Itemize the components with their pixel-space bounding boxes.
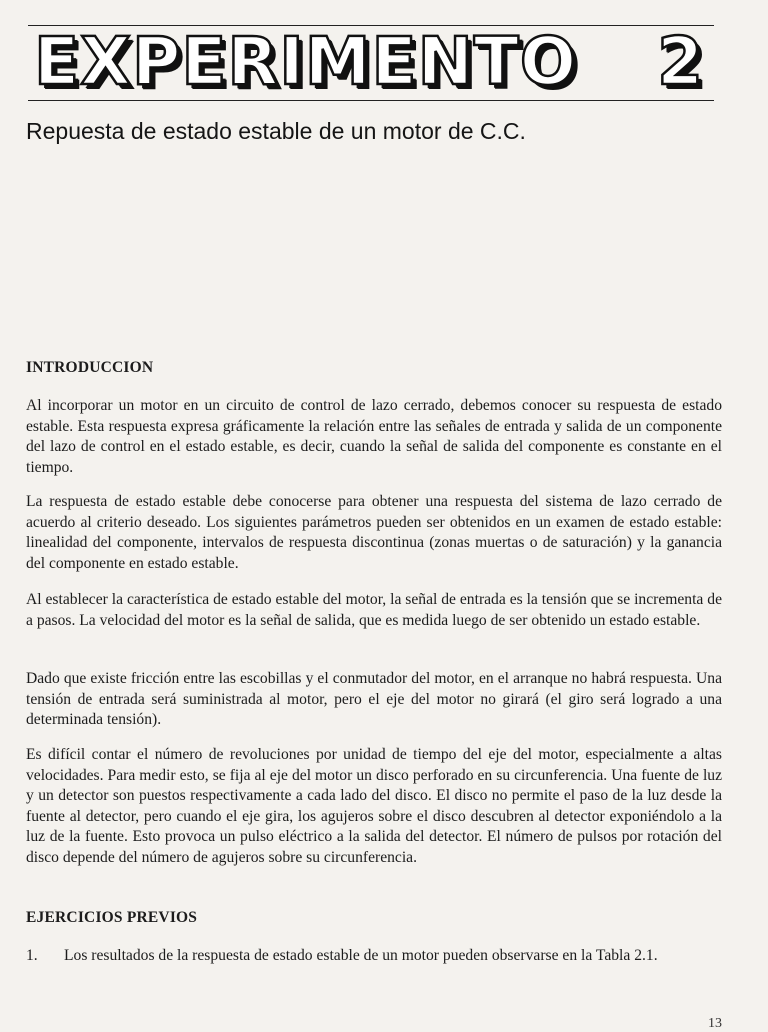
experiment-banner bbox=[34, 22, 704, 102]
experiment-title: EXPERIMENTO bbox=[34, 23, 577, 100]
page-number: 13 bbox=[708, 1016, 722, 1031]
intro-heading: INTRODUCCION bbox=[26, 359, 154, 376]
list-item-text: Los resultados de la respuesta de estado estable de un motor pueden observarse en la Tabla 2.1. bbox=[64, 947, 658, 964]
exercises-heading: EJERCICIOS PREVIOS bbox=[26, 909, 198, 926]
experiment-subtitle: Repuesta de estado estable de un motor de C.C. bbox=[26, 118, 526, 144]
intro-paragraph: La respuesta de estado estable debe conocerse para obtener una respuesta del sistema de lazo cerrado de acuerdo al criterio deseado. Los siguientes parámetros pueden ser obtenidos en un examen de estado estable: linealidad del componente, intervalos de respuesta discontinua (zonas muertas o de saturación) y la ganancia del componente en estado estable. bbox=[26, 493, 722, 572]
intro-paragraph: Es difícil contar el número de revoluciones por unidad de tiempo del eje del motor, especialmente a altas velocidades. Para medir esto, se fija al eje del motor un disco perforado en su circunferencia. Una fuente de luz y un detector son puestos respectivamente a cada lado del disco. El disco no permite el paso de la luz desde la fuente al detector, pero cuando el eje gira, los agujeros sobre el disco descubren al detector exponiéndolo a la luz de la fuente. Esto provoca un pulso eléctrico a la salida del detector. El número de pulsos por rotación del disco depende del número de agujeros sobre su circunferencia. bbox=[26, 746, 722, 866]
experiment-number: 2 bbox=[657, 23, 704, 100]
list-item bbox=[26, 946, 722, 967]
intro-paragraph: Al incorporar un motor en un circuito de control de lazo cerrado, debemos conocer su respuesta de estado estable. Esta respuesta expresa gráficamente la relación entre las señales de entrada y salida de un componente del lazo de control en el estado estable, es decir, cuando la señal de salida del componente es constante en el tiempo. bbox=[26, 397, 722, 476]
list-item-number: 1. bbox=[26, 947, 38, 964]
intro-paragraph: Al establecer la característica de estado estable del motor, la señal de entrada es la tensión que se incrementa de a pasos. La velocidad del motor es la señal de salida, que es medida luego de ser obtenido un estado estable. bbox=[26, 591, 722, 629]
intro-paragraph: Dado que existe fricción entre las escobillas y el conmutador del motor, en el arranque no habrá respuesta. Una tensión de entrada será suministrada al motor, pero el eje del motor no girará (el giro será logrado a una determinada tensión). bbox=[26, 670, 722, 728]
header-bottom-rule bbox=[28, 100, 714, 101]
